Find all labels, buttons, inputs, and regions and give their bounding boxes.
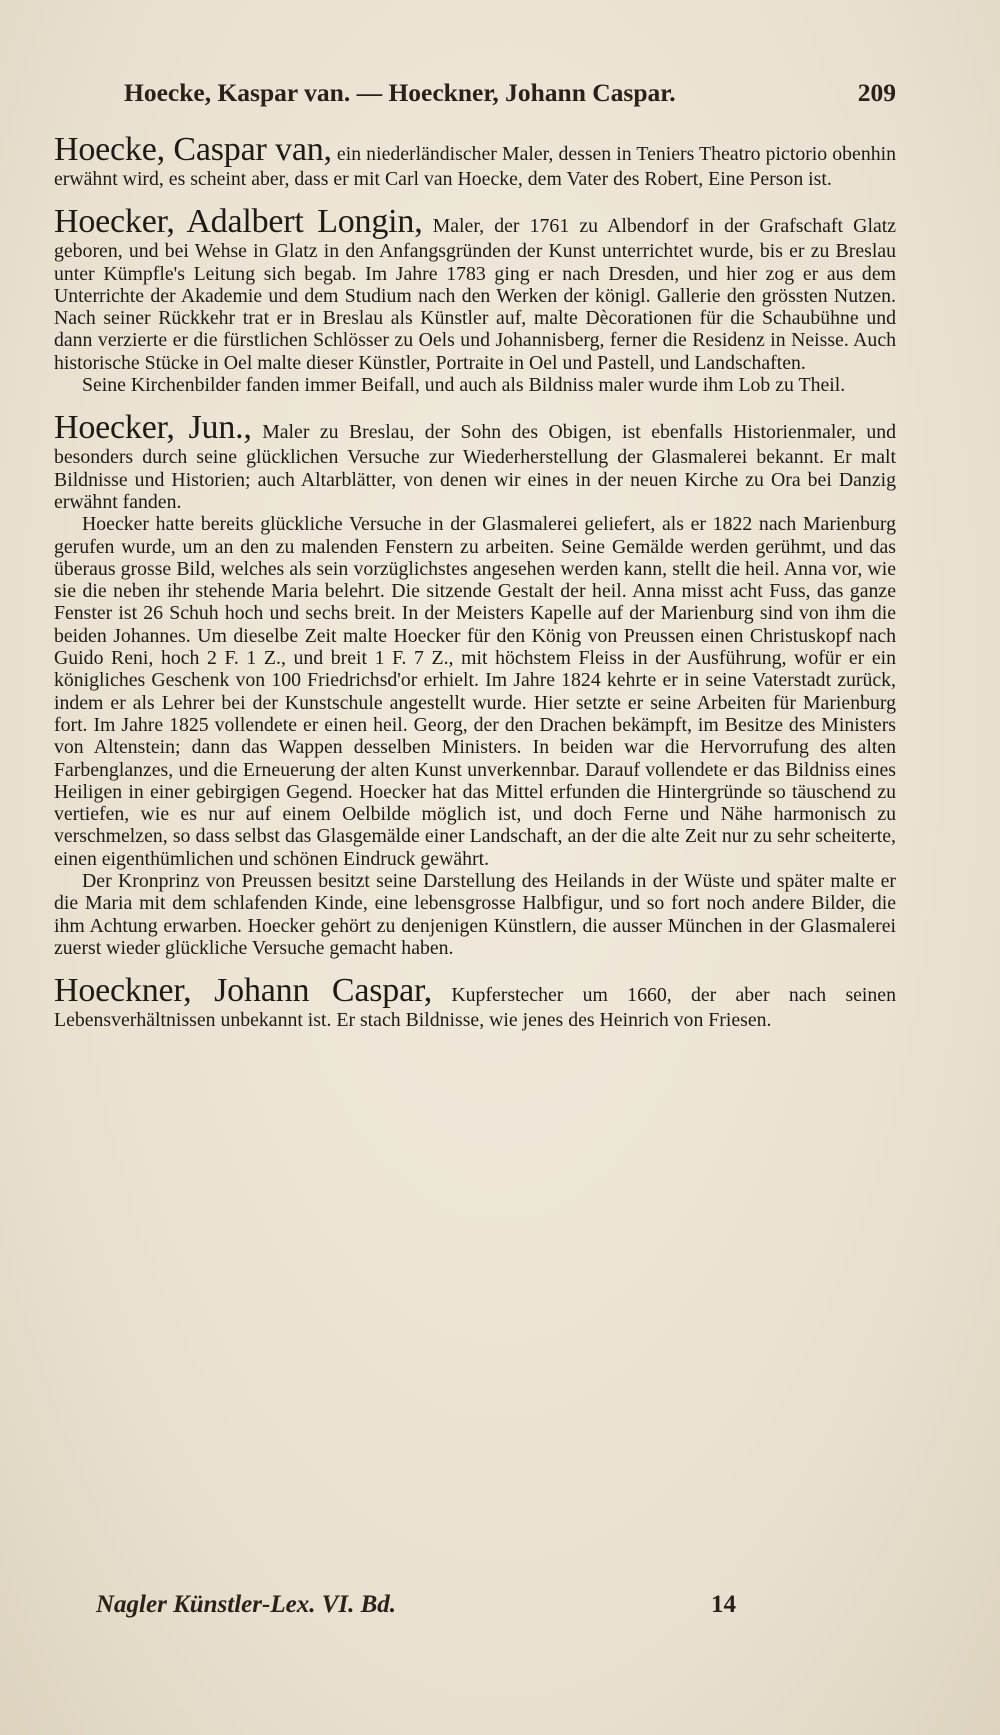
running-head xyxy=(124,78,896,108)
entry-hoecker-adalbert xyxy=(54,204,896,396)
page-footer xyxy=(96,1590,736,1620)
entry-hoecker-jun xyxy=(54,410,896,959)
entry-hoeckner-johann xyxy=(54,973,896,1031)
entry-paragraph: Seine Kirchenbilder fanden immer Beifall, und auch als Bildniss maler wurde ihm Lob zu Theil. xyxy=(82,374,846,397)
running-head-title: Hoecke, Kaspar van. — Hoeckner, Johann Caspar. xyxy=(124,78,676,107)
entry-headword: Hoecker, Jun., xyxy=(54,409,252,447)
sheet-number: 14 xyxy=(711,1591,736,1618)
entry-paragraph: Hoecker hatte bereits glückliche Versuche in der Glasmalerei geliefert, als er 1822 nach Marienburg gerufen wurde, um an den zu malenden Fenstern zu arbeiten. Seine Gemälde werden gerühmt, und das überaus grosse Bild, welches als sein vorzüglichstes angesehen werden kann, stellt die heil. Anna vor, wie sie die neben ihr stehende Maria belehrt. Die sitzende Gestalt der heil. Anna misst acht Fuss, das ganze Fenster ist 26 Schuh hoch und sechs breit. In der Meisters Kapelle auf der Marienburg sind von ihm die beiden Johannes. Um dieselbe Zeit malte Hoecker für den König von Preussen einen Christuskopf nach Guido Reni, hoch 2 F. 1 Z., und breit 1 F. 7 Z., mit höchstem Fleiss in der Ausführung, wofür er ein königliches Geschenk von 100 Friedrichsd'or erhielt. Im Jahre 1824 kehrte er in seine Vaterstadt zurück, indem er als Lehrer bei der Kunstschule angestellt wurde. Hier setzte er seine Arbeiten für Marienburg fort. Im Jahre 1825 vollendete er einen heil. Georg, der den Drachen bekämpft, im Besitze des Ministers von Altenstein; dann das Wappen desselben Ministers. In beiden war die Hervorrufung des alten Farbenglanzes, und die Erneuerung der alten Kunst unverkennbar. Darauf vollendete er das Bildniss eines Heiligen in einer gebirgigen Gegend. Hoecker hat das Mittel erfunden die Hintergründe so täuschend zu vertiefen, wie es nur auf einem Oelbilde möglich ist, und doch Ferne und Nähe harmonisch zu verschmelzen, so dass selbst das Glasgemälde einer Landschaft, an der die alte Zeit nur zu sehr scheiterte, einen eigenthümlichen und schönen Eindruck gewährt. xyxy=(54,513,896,870)
entry-text: Maler zu Breslau, der Sohn des Obigen, ist ebenfalls Historienmaler, und besonders durch seine glücklichen Versuche zur Wiederherstellung der Glasmalerei bekannt. Er malt Bildnisse und Historien; auch Altarblätter, von denen wir eines in der neuen Kirche zu Ora bei Danzig erwähnt fanden. xyxy=(54,421,897,513)
entry-headword: Hoecke, Caspar van, xyxy=(54,131,332,168)
entry-paragraph xyxy=(54,204,896,374)
entry-text: ein niederländischer Maler, dessen in Teniers Theatro pictorio obenhin erwähnt wird, es scheint aber, dass er mit Carl van Hoecke, dem Vater des Robert, Eine Person ist. xyxy=(54,143,897,190)
entry-text: Maler, der 1761 zu Albendorf in der Grafschaft Glatz geboren, und bei Wehse in Glatz in den Anfangsgründen der Kunst unterrichtet wurde, bis er zu Breslau unter Kümpfle's Leitung sich begab. Im Jahre 1783 ging er nach Dresden, und hier zog er aus dem Unterrichte der Akademie und dem Studium nach den Werken der königl. Gallerie den grössten Nutzen. Nach seiner Rückkehr trat er in Breslau als Künstler auf, malte Dècorationen für die Schaubühne und dann verzierte er die fürstlichen Schlösser zu Oels und Johannisberg, ferner die Residenz in Neisse. Auch historische Stücke in Oel malte dieser Künstler, Portraite in Oel und Pastell, und Landschaften. xyxy=(54,215,897,374)
entry-headword: Hoecker, Adalbert Longin, xyxy=(54,203,423,241)
entry-paragraph xyxy=(54,973,896,1031)
entry-paragraph: Der Kronprinz von Preussen besitzt seine Darstellung des Heilands in der Wüste und später malte er die Maria mit dem schlafenden Kinde, eine lebensgrosse Halbfigur, und so fort noch andere Bilder, die ihm Achtung erwarben. Hoecker gehört zu denjenigen Künstlern, die ausser München in der Glasmalerei zuerst wieder glückliche Versuche gemacht haben. xyxy=(54,870,896,959)
entry-hoecke-caspar xyxy=(54,132,896,190)
entry-paragraph xyxy=(54,132,896,190)
volume-signature: Nagler Künstler-Lex. VI. Bd. xyxy=(96,1591,397,1618)
entry-text: Kupferstecher um 1660, der aber nach seinen Lebensverhältnissen unbekannt ist. Er stach Bildnisse, wie jenes des Heinrich von Friesen. xyxy=(54,984,896,1032)
entry-paragraph xyxy=(54,410,896,513)
page-number: 209 xyxy=(857,78,896,107)
entry-headword: Hoeckner, Johann Caspar, xyxy=(54,972,433,1010)
